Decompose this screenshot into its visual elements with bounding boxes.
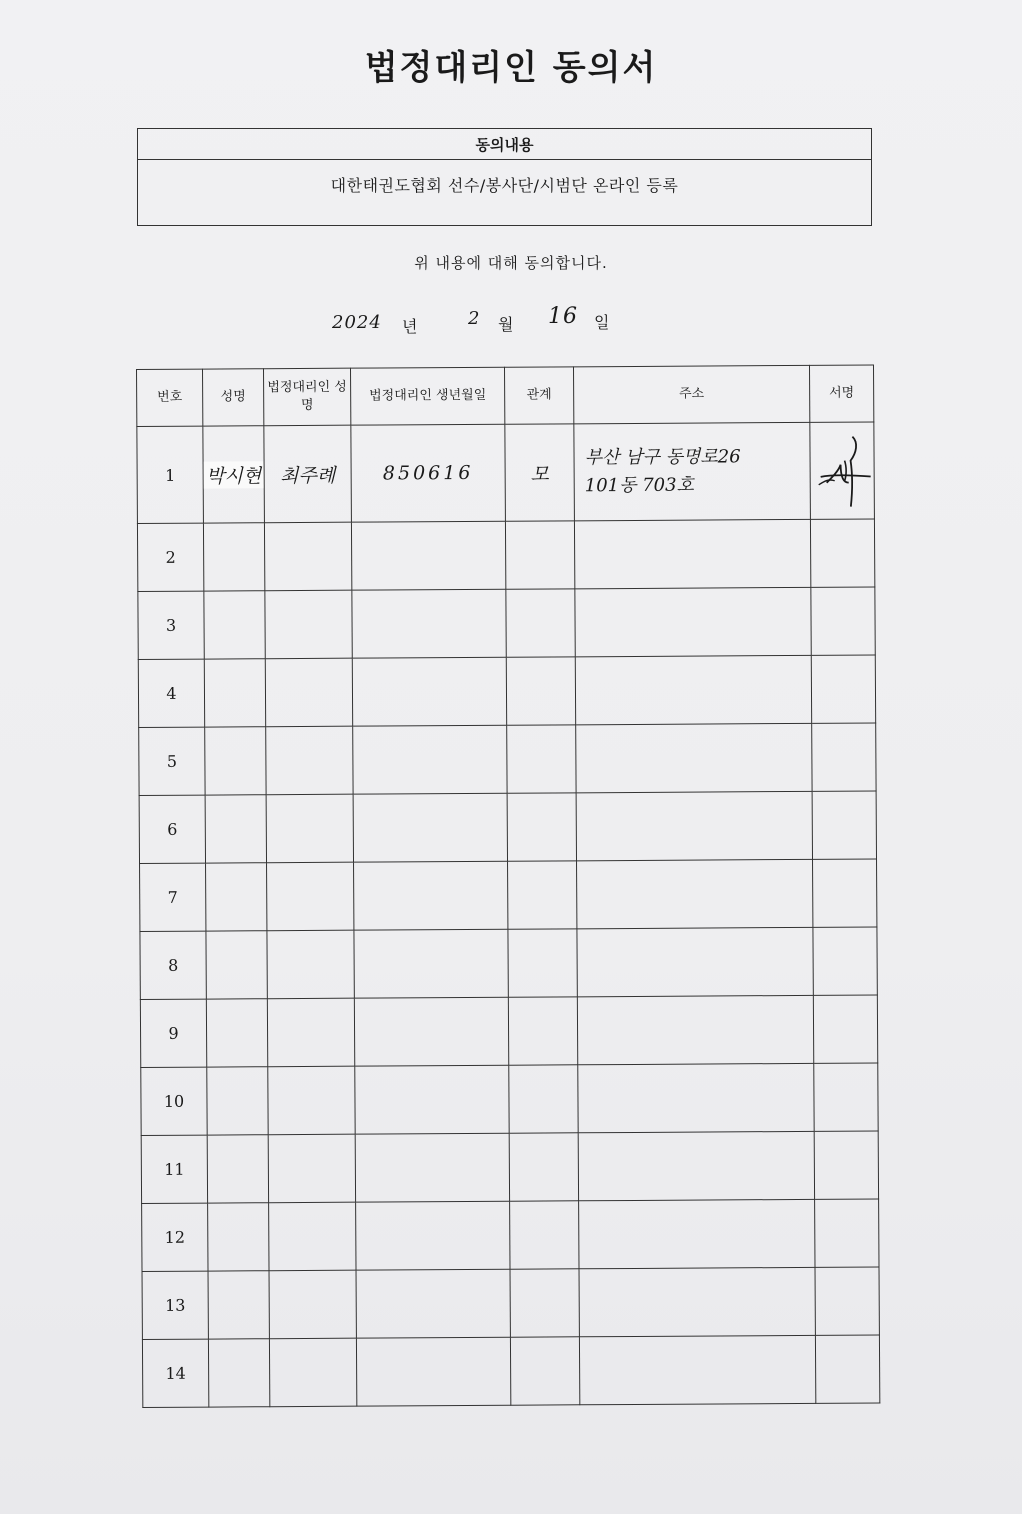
table-row bbox=[138, 655, 875, 728]
student-name bbox=[206, 999, 267, 1067]
guardian-birth bbox=[356, 1269, 510, 1338]
student-name bbox=[203, 426, 265, 523]
guardian-name bbox=[267, 998, 354, 1067]
guardian-birth bbox=[354, 997, 508, 1066]
guardian-birth bbox=[352, 657, 506, 726]
signature-cell bbox=[815, 1199, 879, 1267]
address bbox=[576, 723, 812, 792]
relation bbox=[510, 1337, 579, 1405]
relation bbox=[505, 521, 574, 589]
signature-cell bbox=[814, 1131, 878, 1199]
student-name bbox=[207, 1135, 268, 1203]
table-row bbox=[142, 1267, 879, 1340]
address bbox=[576, 791, 812, 860]
guardian-name bbox=[267, 862, 354, 931]
address bbox=[574, 422, 811, 520]
guardian-name bbox=[265, 590, 352, 659]
guardian-birth bbox=[354, 929, 508, 998]
header-relation: 관계 bbox=[504, 367, 573, 424]
row-number: 2 bbox=[137, 523, 203, 591]
student-name bbox=[205, 727, 266, 795]
signature-cell bbox=[815, 1267, 879, 1335]
relation bbox=[509, 1065, 578, 1133]
table-row bbox=[138, 587, 875, 660]
row-number: 12 bbox=[142, 1203, 208, 1271]
relation bbox=[507, 725, 576, 793]
address bbox=[575, 587, 811, 656]
row-number: 3 bbox=[138, 591, 204, 659]
address bbox=[579, 1267, 815, 1336]
relation: 모 bbox=[505, 424, 575, 521]
relation bbox=[506, 589, 575, 657]
table-row bbox=[142, 1199, 879, 1272]
header-signature: 서명 bbox=[809, 365, 873, 422]
row-number: 4 bbox=[138, 659, 204, 727]
row-number: 6 bbox=[139, 795, 205, 863]
table-row bbox=[142, 1335, 879, 1408]
guardian-birth bbox=[354, 861, 508, 930]
row-number: 10 bbox=[141, 1067, 207, 1135]
table-row bbox=[140, 927, 877, 1000]
address-line-1: 부산 남구 동명로26 bbox=[584, 446, 741, 469]
guardian-birth bbox=[353, 725, 507, 794]
guardian-name bbox=[268, 1134, 355, 1203]
header-guardian-birth: 법정대리인 생년월일 bbox=[350, 367, 504, 425]
address bbox=[575, 655, 811, 724]
student-name bbox=[206, 931, 267, 999]
guardian-birth bbox=[351, 521, 505, 590]
header-name: 성명 bbox=[203, 369, 264, 426]
relation bbox=[509, 1133, 578, 1201]
address bbox=[578, 1063, 814, 1132]
consent-content-header: 동의내용 bbox=[138, 129, 871, 160]
guardian-name bbox=[267, 930, 354, 999]
student-name bbox=[204, 591, 265, 659]
signature-cell bbox=[811, 587, 875, 655]
header-guardian-name: 법정대리인 성명 bbox=[264, 368, 351, 426]
guardian-name: 최주례 bbox=[264, 425, 352, 523]
signature-cell bbox=[813, 995, 877, 1063]
guardian-birth bbox=[355, 1065, 509, 1134]
student-name bbox=[204, 659, 265, 727]
guardian-table bbox=[136, 364, 880, 1407]
table-row bbox=[139, 791, 876, 864]
student-name bbox=[206, 863, 267, 931]
guardian-name bbox=[269, 1202, 356, 1271]
student-name bbox=[207, 1067, 268, 1135]
row-number: 8 bbox=[140, 931, 206, 999]
date-month: 2 bbox=[468, 308, 481, 329]
student-name bbox=[203, 523, 264, 591]
signature-cell bbox=[815, 1335, 879, 1403]
signature-cell bbox=[810, 422, 875, 519]
guardian-birth bbox=[356, 1337, 510, 1406]
row-number: 1 bbox=[137, 426, 204, 523]
relation bbox=[507, 793, 576, 861]
signature-cell bbox=[814, 1063, 878, 1131]
signature-cell bbox=[813, 859, 877, 927]
handwritten-signature-icon bbox=[812, 431, 872, 511]
relation bbox=[508, 861, 577, 929]
header-address: 주소 bbox=[573, 365, 809, 423]
signature-cell bbox=[811, 655, 875, 723]
agreement-statement: 위 내용에 대해 동의합니다. bbox=[414, 254, 608, 272]
guardian-name bbox=[269, 1338, 356, 1407]
signature-cell bbox=[812, 791, 876, 859]
student-name bbox=[208, 1271, 269, 1339]
page-title: 법정대리인 동의서 bbox=[364, 48, 658, 88]
row-number: 14 bbox=[142, 1339, 208, 1407]
date-year: 2024 bbox=[332, 312, 382, 333]
guardian-name bbox=[266, 794, 353, 863]
guardian-name bbox=[266, 726, 353, 795]
row-number: 11 bbox=[141, 1135, 207, 1203]
table-row bbox=[141, 1063, 878, 1136]
student-name-text: 박시현 bbox=[204, 461, 263, 488]
address bbox=[578, 1131, 814, 1200]
address bbox=[574, 519, 810, 588]
date-year-label: 년 bbox=[402, 317, 418, 336]
address bbox=[577, 927, 813, 996]
address bbox=[577, 859, 813, 928]
table-row bbox=[140, 859, 877, 932]
date-day: 16 bbox=[548, 304, 578, 329]
table-row bbox=[140, 995, 877, 1068]
guardian-name bbox=[264, 522, 351, 591]
guardian-birth bbox=[353, 793, 507, 862]
row-number: 9 bbox=[140, 999, 206, 1067]
student-name bbox=[208, 1339, 269, 1407]
relation bbox=[508, 997, 577, 1065]
address bbox=[579, 1199, 815, 1268]
guardian-birth: 850616 bbox=[351, 424, 506, 522]
relation bbox=[510, 1269, 579, 1337]
guardian-birth bbox=[355, 1133, 509, 1202]
table-row bbox=[137, 422, 875, 524]
table-row bbox=[137, 519, 874, 592]
signature-cell bbox=[812, 723, 876, 791]
guardian-birth bbox=[352, 589, 506, 658]
address-line-2: 101동 703호 bbox=[584, 474, 695, 497]
row-number: 13 bbox=[142, 1271, 208, 1339]
date-month-label: 월 bbox=[498, 315, 514, 334]
student-name bbox=[205, 795, 266, 863]
guardian-birth bbox=[356, 1201, 510, 1270]
guardian-name bbox=[269, 1270, 356, 1339]
address bbox=[579, 1335, 815, 1404]
table-row bbox=[141, 1131, 878, 1204]
relation bbox=[508, 929, 577, 997]
table-row bbox=[139, 723, 876, 796]
header-no: 번호 bbox=[137, 369, 203, 426]
row-number: 7 bbox=[140, 863, 206, 931]
guardian-name bbox=[268, 1066, 355, 1135]
consent-content-box bbox=[137, 128, 872, 226]
consent-content-body: 대한태권도협회 선수/봉사단/시범단 온라인 등록 bbox=[330, 176, 679, 195]
signature-cell bbox=[810, 519, 874, 587]
date-day-label: 일 bbox=[594, 313, 610, 332]
guardian-name bbox=[265, 658, 352, 727]
signature-cell bbox=[813, 927, 877, 995]
relation bbox=[510, 1201, 579, 1269]
row-number: 5 bbox=[139, 727, 205, 795]
relation bbox=[506, 657, 575, 725]
address bbox=[577, 995, 813, 1064]
student-name bbox=[208, 1203, 269, 1271]
